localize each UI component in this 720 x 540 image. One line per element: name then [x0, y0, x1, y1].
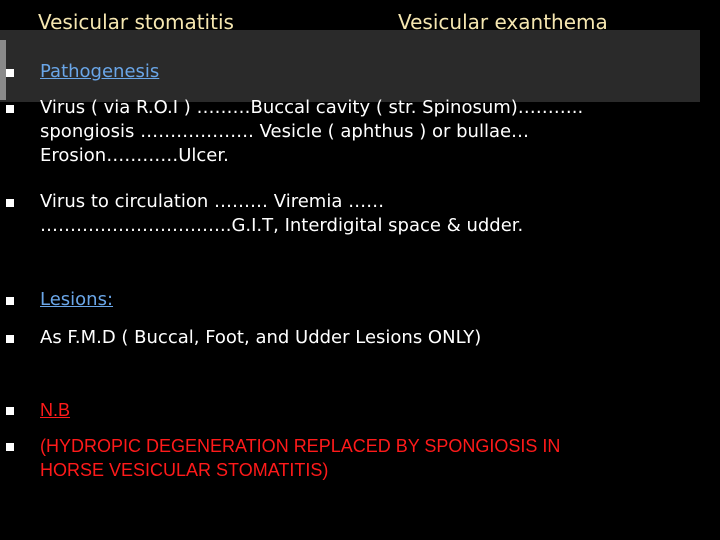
hydropic-note-line-2: HORSE VESICULAR STOMATITIS) [40, 460, 329, 480]
hydropic-note-text [40, 434, 680, 482]
bullet-marker [6, 199, 14, 207]
bullet-marker [6, 335, 14, 343]
bullet-marker [6, 443, 14, 451]
virus-route-line-1: Virus ( via R.O.I ) ………Buccal cavity ( str. Spinosum)……….. [40, 97, 584, 118]
hydropic-note-line-1: (HYDROPIC DEGENERATION REPLACED BY SPONGIOSIS IN [40, 436, 561, 456]
virus-route-text [40, 96, 680, 168]
bullet-marker [6, 297, 14, 305]
virus-route-line-3: Erosion…………Ulcer. [40, 145, 229, 166]
virus-circulation-line-1: Virus to circulation ……… Viremia …… [40, 191, 385, 212]
header-left-title: Vesicular stomatitis [38, 10, 234, 34]
pathogenesis-heading: Pathogenesis [40, 61, 160, 82]
as-fmd-text: As F.M.D ( Buccal, Foot, and Udder Lesions ONLY) [40, 327, 482, 348]
lesions-heading: Lesions: [40, 289, 114, 310]
bullet-marker [6, 407, 14, 415]
nb-heading: N.B [40, 400, 71, 420]
header-right-title: Vesicular exanthema [398, 10, 608, 34]
bullet-marker [6, 69, 14, 77]
virus-circulation-line-2: …………………………..G.I.T, Interdigital space & udder. [40, 215, 524, 236]
virus-circulation-text [40, 190, 680, 238]
virus-route-line-2: spongiosis ………………. Vesicle ( aphthus ) or bullae… [40, 121, 530, 142]
bullet-marker [6, 105, 14, 113]
